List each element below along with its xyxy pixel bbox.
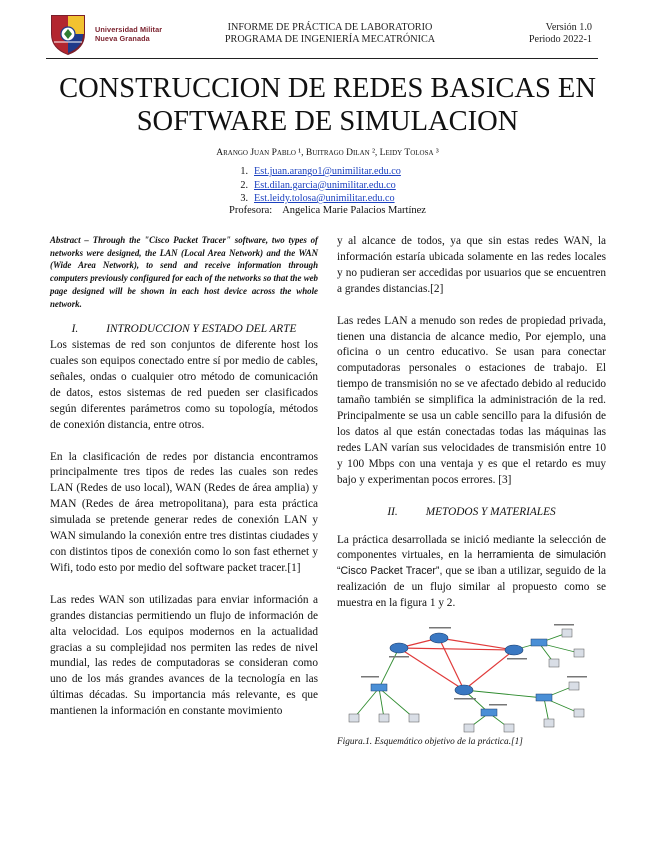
wan-links	[399, 638, 514, 690]
header-report-type: INFORME DE PRÁCTICA DE LABORATORIO	[227, 22, 433, 33]
header-program-name: PROGRAMA DE INGENIERÍA MECATRÓNICA	[224, 34, 436, 45]
pc-icons	[349, 629, 584, 732]
author-list: Arango Juan Pablo ¹, Buitrago Dilan ², Leidy Tolosa ³	[216, 148, 439, 158]
network-topology-figure	[339, 618, 599, 736]
email-number: 2.	[240, 179, 248, 191]
section-numeral: I.	[71, 323, 79, 336]
abstract	[50, 234, 318, 310]
email-number: 3.	[240, 193, 248, 204]
email-item	[234, 179, 401, 193]
right-column	[337, 234, 606, 748]
header-version: Versión 1.0	[545, 22, 592, 33]
abstract-text: Through the "Cisco Packet Tracer" software, two types of networks were designed, the LAN (Local Area Network) and the WAN (Wide Area Network), to send and receive information through computers previously configured for each of the networks so that the web page designed will be shown in each host device across the whole network.	[50, 235, 319, 309]
left-column	[50, 234, 318, 720]
page-header	[0, 0, 655, 62]
header-program	[215, 22, 445, 46]
section-heading-intro	[50, 322, 318, 338]
professor-label: Profesora:	[229, 205, 273, 216]
section-heading-methods	[337, 505, 606, 521]
professor-name: Angelica Marie Palacios Martínez	[282, 205, 426, 216]
intro-paragraph-2: En la clasificación de redes por distancia encontramos principalmente tres tipos de redes las cuales son redes LAN (Redes de uso local), WAN (Redes de área amplia) y MAN (Redes de área metropolitana), para esta práctica simulada se pretende generar redes de conexión LAN y WAN simulando la conexión entre tres distintas ciudades y con distintos tipos de conexión como lo son fast ethernet y Wifi, todo esto por medio del software packet tracer.[1]	[50, 450, 318, 574]
email-item	[234, 165, 401, 179]
figure-caption: Figura.1. Esquemático objetivo de la práctica.[1]	[337, 737, 523, 748]
university-line1: Universidad Militar	[95, 25, 163, 34]
paper-title	[40, 72, 615, 138]
email-item	[234, 192, 401, 206]
email-link-3[interactable]: Est.leidy.tolosa@unimilitar.edu.co	[254, 193, 395, 204]
paper-title-line1: CONSTRUCCION DE REDES BASICAS EN	[59, 73, 596, 104]
intro-paragraph-3: Las redes WAN son utilizadas para enviar información a grandes distancias permitiendo un flujo de información de alta velocidad. Los equipos modernos en la actualidad gracias a su complejidad nos permiten las redes de nivel mundial, las redes de computadoras se consideran como uno de los más grandes avances de la tecnología en las últimas décadas. Su importancia más relevante, es que mantienen la información en constante movimiento	[50, 593, 318, 718]
methods-paragraph-1	[337, 533, 606, 613]
paper-title-line2: SOFTWARE DE SIMULACION	[136, 106, 519, 137]
network-diagram	[339, 618, 599, 736]
intro-paragraph-5: Las redes LAN a menudo son redes de propiedad privada, tienen una distancia de alcance medio, Por ejemplo, una oficina o un centro educativo. Se usan para conectar computadoras personales o estaciones de trabajo. El tiempo de transmisión no se ve afectado debido al reducido tamaño también se simplifica la administración de la red. Principalmente se usa un cable sencillo para la difusión de los datos al que están conectadas todas las máquinas las redes LAN varían sus velocidades de transmisión entre 10 y 100 Mbps con una ventaja y es que el retardo es muy bajo y experimentan pocos errores. [3]	[337, 314, 606, 486]
email-list	[234, 165, 401, 206]
methods-text-start: La práctica desarrollada se inició mediante la selección de componentes virtuales, en la	[337, 533, 606, 562]
header-version-block	[512, 22, 592, 46]
university-name	[95, 25, 162, 43]
email-link-1[interactable]: Est.juan.arango1@unimilitar.edu.co	[254, 166, 401, 177]
methods-tool-name: herramienta de simulación “Cisco Packet Tracer”,	[337, 549, 606, 578]
header-divider	[46, 58, 598, 59]
abstract-lead: Abstract –	[50, 235, 89, 245]
email-link-2[interactable]: Est.dilan.garcia@unimilitar.edu.co	[254, 179, 396, 191]
university-shield-logo	[46, 12, 90, 56]
header-period: Periodo 2022-1	[528, 34, 592, 45]
professor-line	[100, 205, 555, 216]
section-title: METODOS Y MATERIALES	[425, 505, 556, 518]
methods-text-end: que se iban a utilizar, seguido de la realización de un flujo similar al propuesto como se muestra en la figura 1 y 2.	[337, 565, 606, 610]
section-numeral: II.	[387, 505, 398, 518]
intro-paragraph-4: y al alcance de todos, ya que sin estas redes WAN, la información estaría ubicada solamente en las redes locales y no pudieran ser accedidas por usuarios que se encuentren a grandes distancias.[2]	[337, 235, 606, 295]
intro-paragraph-1: Los sistemas de red son conjuntos de diferente host los cuales son equipos conectado entre sí por medio de cables, señales, ondas o cualquier otro método de comunicación de datos, estos sistemas de red pueden ser clasificados según diferentes parámetros como su topología, métodos de conexión distancia, entre otros.	[50, 339, 318, 431]
section-title: INTRODUCCION Y ESTADO DEL ARTE	[106, 323, 297, 336]
email-number: 1.	[240, 166, 248, 177]
university-line2: Nueva Granada	[95, 34, 150, 43]
